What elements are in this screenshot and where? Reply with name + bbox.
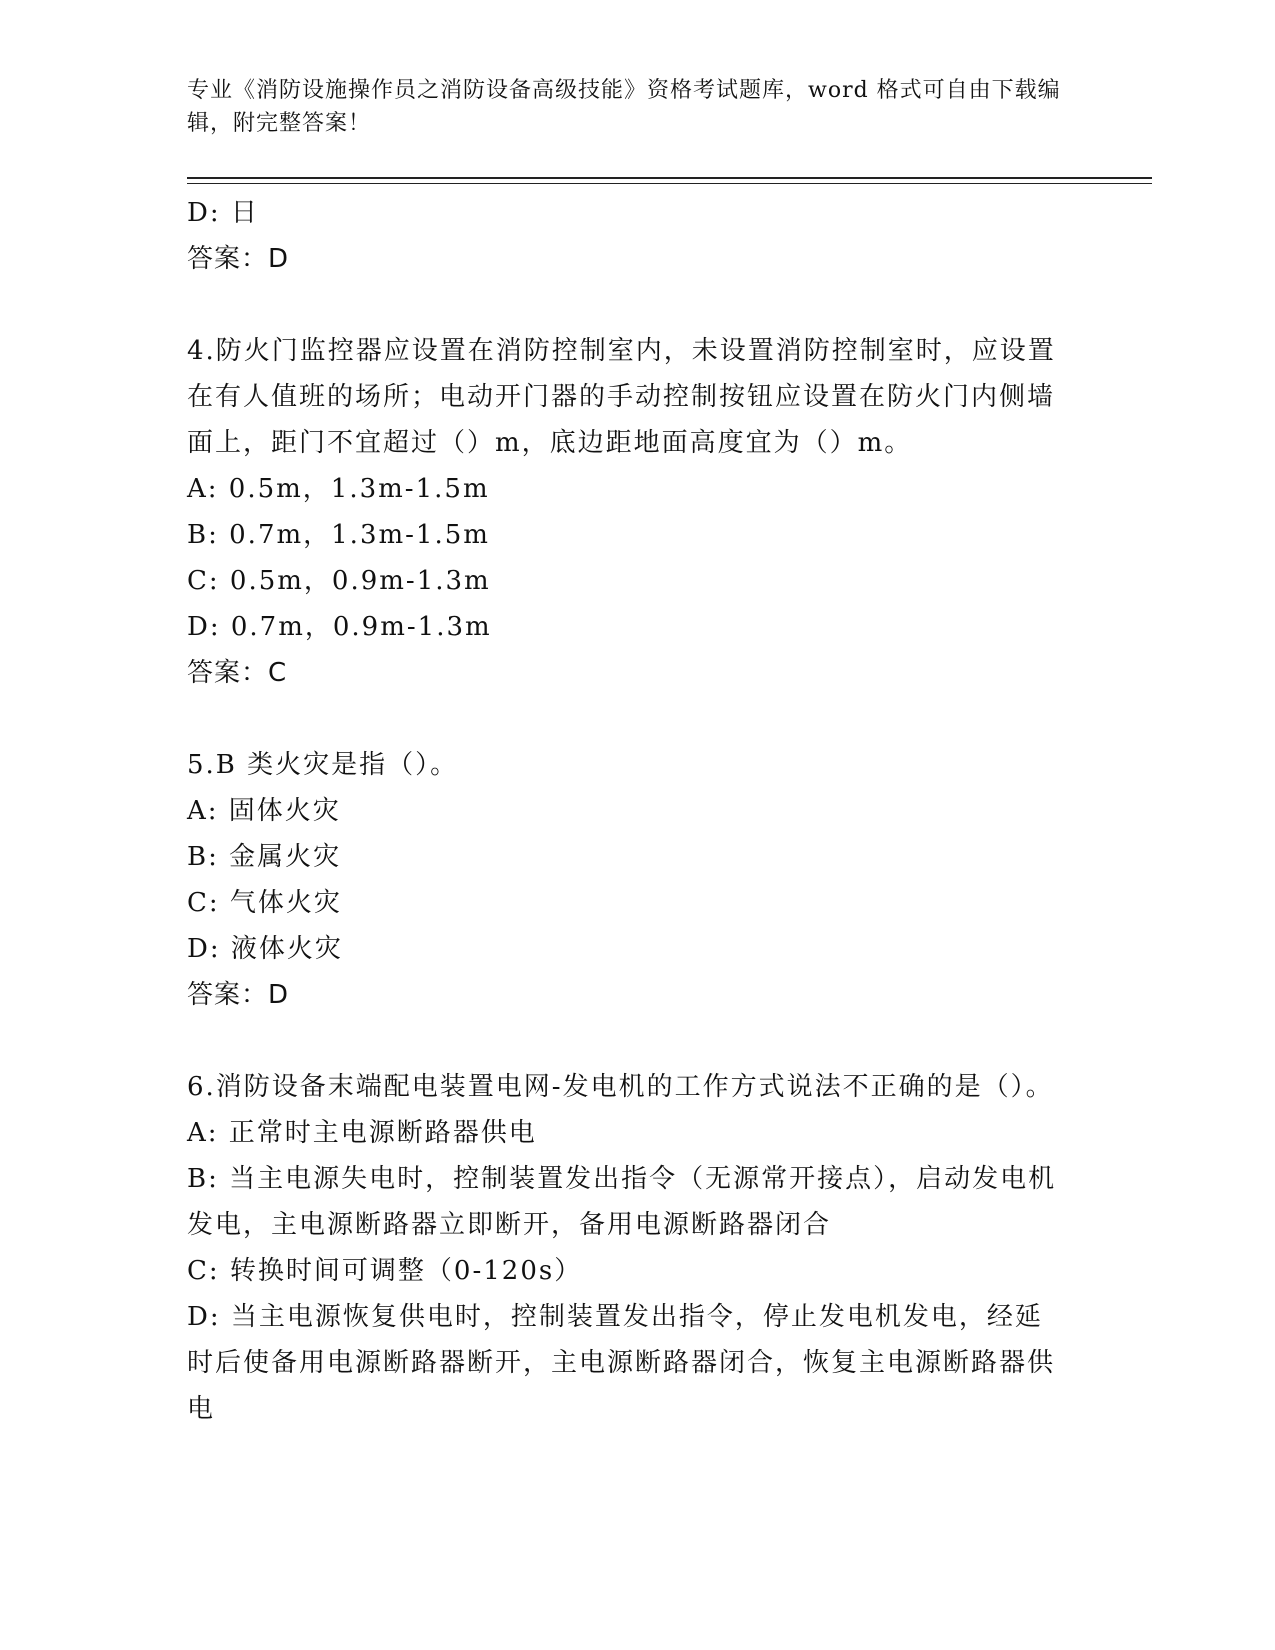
option-a: A: 固体火灾: [187, 796, 341, 826]
spacer: [187, 696, 1067, 742]
header-divider-thin: [187, 183, 1152, 184]
question-5: [187, 742, 1067, 1018]
answer: 答案：D: [187, 244, 290, 274]
question-stem: 6.消防设备末端配电装置电网-发电机的工作方式说法不正确的是（）。: [187, 1072, 1054, 1102]
answer: 答案：D: [187, 980, 290, 1010]
option-b: B: 0.7m，1.3m-1.5m: [187, 520, 490, 550]
spacer: [187, 1018, 1067, 1064]
question-4: [187, 328, 1067, 696]
question-6: [187, 1064, 1067, 1432]
question-stem: 5.B 类火灾是指（）。: [187, 750, 459, 780]
option-c: C: 0.5m，0.9m-1.3m: [187, 566, 491, 596]
option-d: D: 液体火灾: [187, 934, 343, 964]
document-body: [187, 190, 1067, 1432]
option-d: D: 当主电源恢复供电时，控制装置发出指令，停止发电机发电，经延时后使备用电源断路器断开，主电源断路器闭合，恢复主电源断路器供电: [187, 1302, 1056, 1424]
option-b: B: 当主电源失电时，控制装置发出指令（无源常开接点），启动发电机发电，主电源断路器立即断开，备用电源断路器闭合: [187, 1164, 1057, 1240]
question-3-tail: [187, 190, 1067, 282]
option-a: A: 正常时主电源断路器供电: [187, 1118, 537, 1148]
page-header: 专业《消防设施操作员之消防设备高级技能》资格考试题库，word 格式可自由下载编辑，附完整答案！: [187, 78, 1061, 136]
option-a: A: 0.5m，1.3m-1.5m: [187, 474, 490, 504]
option-d: D: 0.7m，0.9m-1.3m: [187, 612, 492, 642]
option-d: D: 日: [187, 198, 259, 228]
spacer: [187, 282, 1067, 328]
answer: 答案：C: [187, 658, 288, 688]
option-b: B: 金属火灾: [187, 842, 342, 872]
option-c: C: 转换时间可调整（0-120s）: [187, 1256, 583, 1286]
question-stem: 4.防火门监控器应设置在消防控制室内，未设置消防控制室时，应设置在有人值班的场所；电动开门器的手动控制按钮应设置在防火门内侧墙面上，距门不宜超过（）m，底边距地面高度宜为（）m。: [187, 336, 1056, 458]
option-c: C: 气体火灾: [187, 888, 342, 918]
header-divider-thick: [187, 177, 1152, 179]
